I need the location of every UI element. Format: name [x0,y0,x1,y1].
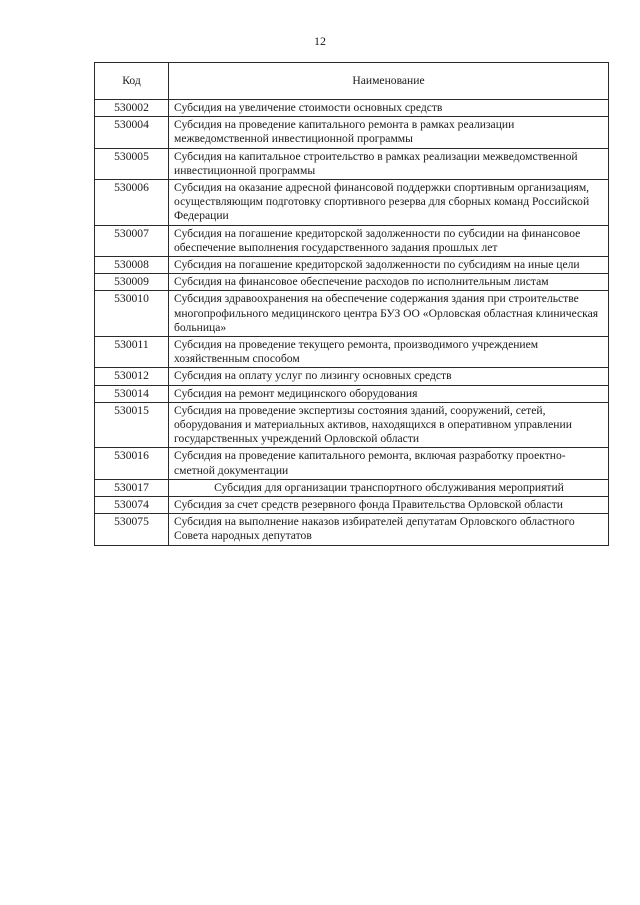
table-header-row [95,63,609,100]
row-name: Субсидия на ремонт медицинского оборудования [169,385,609,402]
row-name: Субсидия для организации транспортного обслуживания мероприятий [169,479,609,496]
table-row [95,257,609,274]
row-code: 530075 [95,514,169,545]
row-name: Субсидия на погашение кредиторской задолженности по субсидии на финансовое обеспечение выполнения государственного задания прошлых лет [169,225,609,256]
table-row [95,448,609,479]
row-name: Субсидия на проведение текущего ремонта, производимого учреждением хозяйственным способом [169,337,609,368]
row-name: Субсидия на проведение экспертизы состояния зданий, сооружений, сетей, оборудования и материальных активов, находящихся в оперативном управлении государственных учреждений Орловской области [169,402,609,448]
row-code: 530011 [95,337,169,368]
table-row [95,368,609,385]
row-code: 530002 [95,100,169,117]
table-row [95,479,609,496]
row-code: 530014 [95,385,169,402]
table-row [95,402,609,448]
table-row [95,514,609,545]
table-row [95,291,609,337]
row-name: Субсидия на оказание адресной финансовой поддержки спортивным организациям, осуществляющим подготовку спортивного резерва для сборных команд Российской Федерации [169,180,609,226]
row-name: Субсидия на оплату услуг по лизингу основных средств [169,368,609,385]
row-code: 530008 [95,257,169,274]
table-row [95,337,609,368]
row-name: Субсидия на проведение капитального ремонта, включая разработку проектно-сметной документации [169,448,609,479]
row-name: Субсидия на погашение кредиторской задолженности по субсидиям на иные цели [169,257,609,274]
row-code: 530016 [95,448,169,479]
header-code: Код [95,63,169,100]
row-code: 530010 [95,291,169,337]
table-body [95,100,609,546]
row-code: 530005 [95,148,169,179]
page-number: 12 [314,34,326,48]
row-name: Субсидия на финансовое обеспечение расходов по исполнительным листам [169,274,609,291]
row-code: 530006 [95,180,169,226]
row-code: 530015 [95,402,169,448]
table-row [95,148,609,179]
row-name: Субсидия на выполнение наказов избирателей депутатам Орловского областного Совета народных депутатов [169,514,609,545]
row-name: Субсидия на увеличение стоимости основных средств [169,100,609,117]
row-code: 530004 [95,117,169,148]
row-name: Субсидия на проведение капитального ремонта в рамках реализации межведомственной инвестиционной программы [169,117,609,148]
table-row [95,225,609,256]
row-code: 530009 [95,274,169,291]
table-row [95,385,609,402]
row-name: Субсидия на капитальное строительство в рамках реализации межведомственной инвестиционной программы [169,148,609,179]
table-row [95,180,609,226]
row-code: 530007 [95,225,169,256]
table-row [95,100,609,117]
row-code: 530074 [95,497,169,514]
header-name: Наименование [169,63,609,100]
row-name: Субсидия за счет средств резервного фонда Правительства Орловской области [169,497,609,514]
row-code: 530017 [95,479,169,496]
subsidy-codes-table [94,62,609,546]
row-name: Субсидия здравоохранения на обеспечение содержания здания при строительстве многопрофильного медицинского центра БУЗ ОО «Орловская областная клиническая больница» [169,291,609,337]
table-row [95,497,609,514]
row-code: 530012 [95,368,169,385]
table-row [95,274,609,291]
table-row [95,117,609,148]
